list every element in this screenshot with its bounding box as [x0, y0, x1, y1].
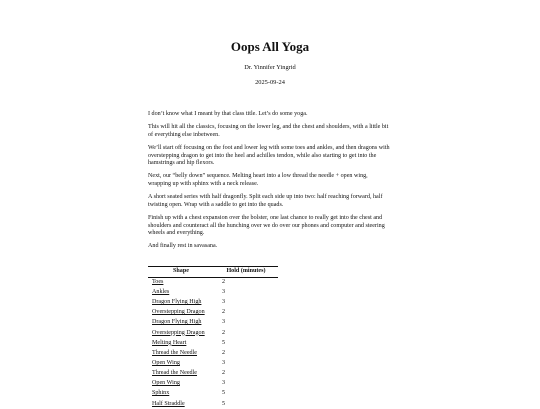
shape-link[interactable]: Thread the Needle: [152, 370, 198, 377]
shape-cell: [148, 298, 214, 308]
table-row: [148, 288, 278, 298]
paragraph-belly-down: Next, our “belly down” sequence. Melting heart into a low thread the needle + open wing, wrapping up with sphinx with a neck release.: [148, 173, 368, 187]
hold-cell: 2: [222, 329, 226, 336]
paragraph-seated: A short seated series with half dragonfly. Split each side up into two: half reaching forward, half twisting open. Wrap with a saddle to get into the quads.: [148, 194, 383, 208]
sequence-table-wrap: [148, 266, 278, 409]
document-date: 2025-09-24: [255, 79, 285, 86]
table-row: [148, 349, 278, 359]
hold-cell: 3: [222, 289, 226, 295]
shape-link[interactable]: Dragon Flying High: [152, 299, 202, 306]
hold-cell: 5: [222, 339, 226, 346]
shape-cell: [148, 359, 214, 369]
table-row: [148, 298, 278, 308]
shape-link[interactable]: Overstepping Dragon: [152, 329, 205, 336]
paragraph-savasana: And finally rest in savasana.: [148, 243, 218, 250]
shape-link[interactable]: Open Wing: [152, 380, 180, 387]
shape-link[interactable]: Ankles: [152, 289, 170, 295]
paragraph-lower-leg: We’ll start off focusing on the foot and lower leg with some toes and ankles, and then dragons with overstepping dragon to get into the heel and achilles tendon, while also starting to get into the hamstrings and hip flexors.: [148, 144, 390, 167]
hold-cell: 2: [222, 278, 226, 285]
document-title: Oops All Yoga: [230, 39, 310, 54]
shape-link[interactable]: Half Straddle: [152, 400, 185, 407]
shape-link[interactable]: Thread the Needle: [152, 349, 198, 356]
hold-cell: 3: [222, 380, 226, 387]
table-row: [148, 308, 278, 318]
hold-cell: 2: [222, 349, 226, 356]
document-body: [148, 111, 392, 251]
shape-link[interactable]: Open Wing: [152, 359, 180, 366]
header-hold: Hold (minutes): [214, 267, 278, 278]
table-row: [148, 359, 278, 369]
shape-cell: [148, 399, 214, 409]
table-row: [148, 318, 278, 328]
shape-cell: [148, 379, 214, 389]
paragraph-overview: This will hit all the classics, focusing on the lower leg, and the chest and shoulders, with a little bit of everything else inbetween.: [148, 124, 389, 138]
shape-cell: [148, 288, 214, 298]
hold-cell: 3: [222, 299, 226, 306]
shape-link[interactable]: Dragon Flying High: [152, 319, 202, 326]
shape-cell: [148, 349, 214, 359]
hold-cell: 3: [222, 359, 226, 366]
shape-link[interactable]: Sphinx: [152, 390, 170, 397]
shape-link[interactable]: Melting Heart: [152, 339, 187, 346]
header-shape: Shape: [148, 267, 214, 278]
paragraph-intro: I don’t know what I meant by that class title. Let’s do some yoga.: [148, 111, 308, 117]
shape-cell: [148, 369, 214, 379]
hold-cell: 2: [222, 309, 226, 316]
paragraph-finish: Finish up with a chest expansion over the bolster, one last chance to really get into the chest and shoulders and counteract all the hunching over we do over our phones and computer and steering wheels and everything.: [148, 214, 385, 237]
shape-cell: [148, 338, 214, 348]
table-row: [148, 338, 278, 348]
hold-cell: 2: [222, 370, 226, 377]
table-row: [148, 369, 278, 379]
document-author: Dr. Yinnifer Yingrid: [244, 64, 296, 71]
shape-cell: [148, 277, 214, 288]
hold-cell: 5: [222, 390, 226, 397]
shape-cell: [148, 308, 214, 318]
hold-cell: 5: [222, 400, 226, 407]
table-row: [148, 389, 278, 399]
table-row: [148, 379, 278, 389]
table-row: [148, 399, 278, 409]
sequence-table: [148, 266, 278, 409]
shape-cell: [148, 318, 214, 328]
table-row: [148, 328, 278, 338]
table-header-row: [148, 267, 278, 278]
hold-cell: 3: [222, 319, 226, 326]
shape-link[interactable]: Toes: [152, 278, 164, 285]
table-row: [148, 277, 278, 288]
shape-cell: [148, 389, 214, 399]
shape-cell: [148, 328, 214, 338]
shape-link[interactable]: Overstepping Dragon: [152, 309, 205, 316]
